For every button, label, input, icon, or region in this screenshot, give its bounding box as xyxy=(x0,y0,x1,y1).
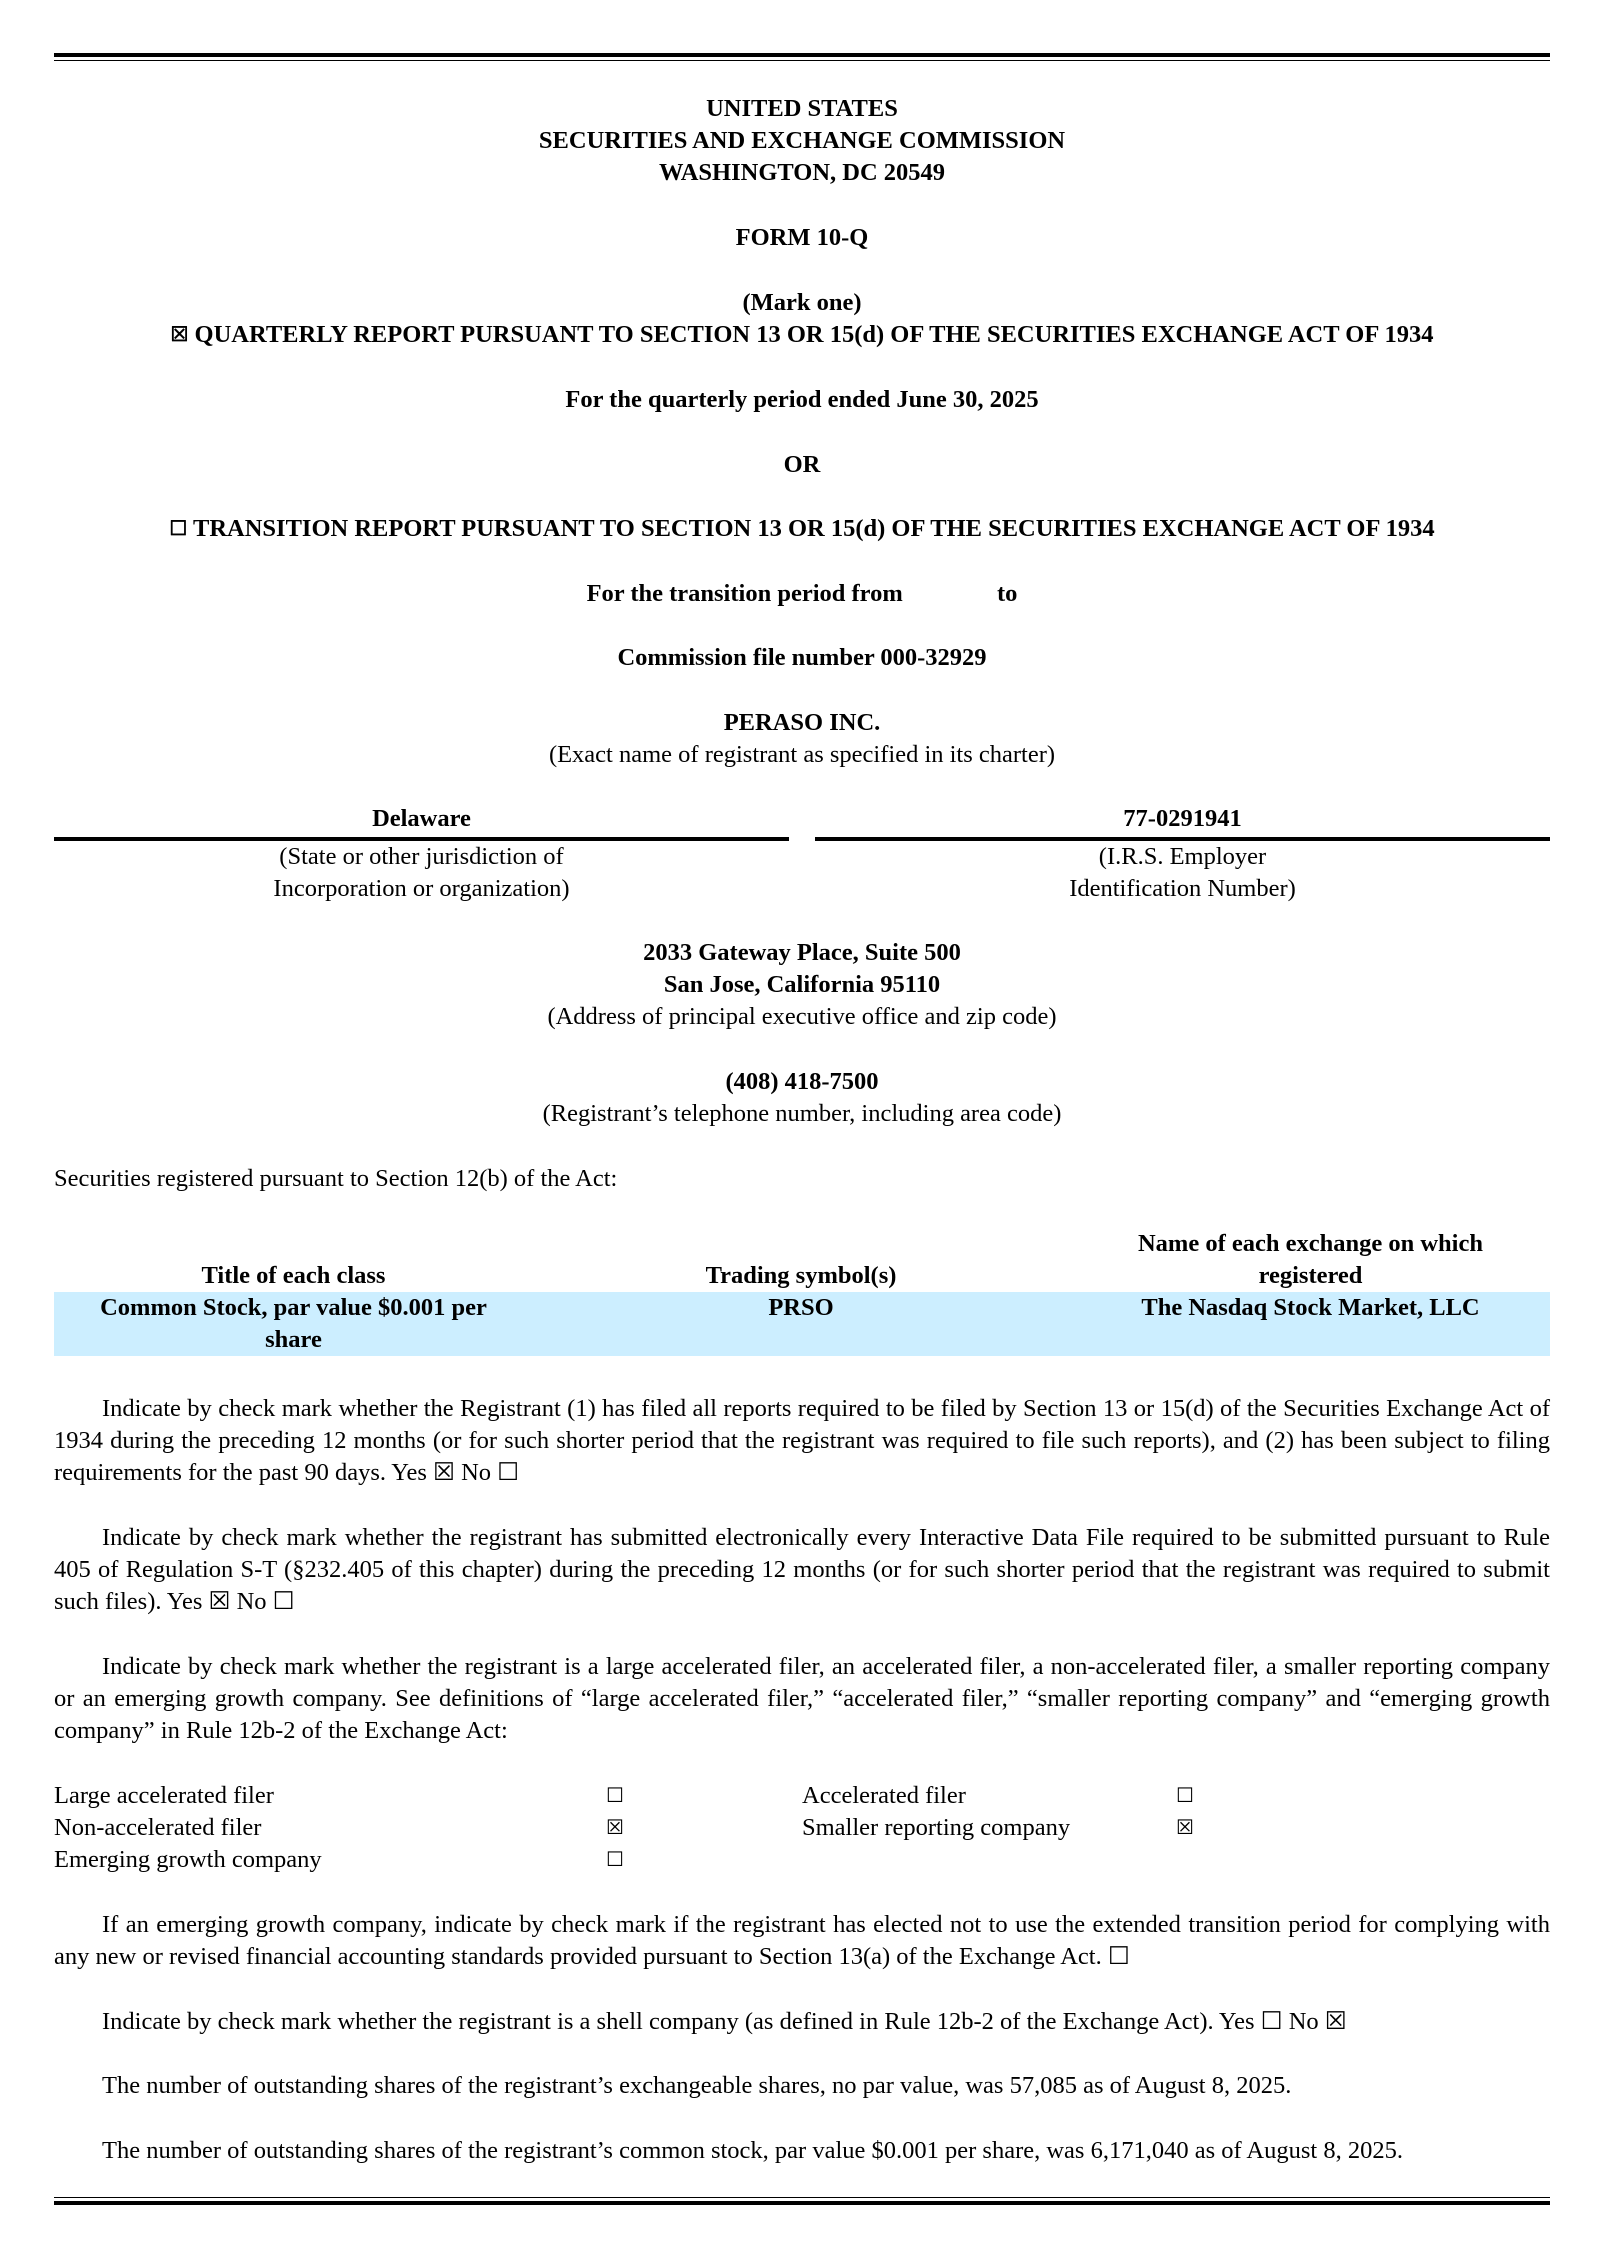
filer-smaller-reporting-checkbox[interactable]: ☒ xyxy=(1176,1817,1194,1839)
header-trading-symbol-text: Trading symbol(s) xyxy=(705,1262,897,1289)
header-trading-symbol xyxy=(561,1260,1041,1292)
or-label: OR xyxy=(783,451,821,478)
transition-report-text: TRANSITION REPORT PURSUANT TO SECTION 13 OR 15(d) OF THE SECURITIES EXCHANGE ACT OF 1934 xyxy=(192,515,1435,542)
cell-class-title-line-1: Common Stock, par value $0.001 per xyxy=(100,1294,487,1321)
paragraph-common-stock-shares-text: The number of outstanding shares of the registrant’s common stock, par value $0.001 per share, was 6,171,040 as of August 8, 2025. xyxy=(102,2137,1403,2164)
quarterly-checkbox[interactable]: ☒ xyxy=(170,324,189,346)
cell-exchange: The Nasdaq Stock Market, LLC xyxy=(1141,1294,1480,1321)
header-united-states: UNITED STATES xyxy=(706,95,898,122)
phone-caption: (Registrant’s telephone number, including area code) xyxy=(542,1100,1062,1127)
paragraph-interactive-data xyxy=(54,1522,1550,1618)
transition-period-line xyxy=(54,578,1550,610)
irs-number-block xyxy=(815,803,1550,905)
paragraph-filer-status xyxy=(54,1651,1550,1747)
transition-to-label: to xyxy=(997,580,1018,607)
filer-accelerated-label: Accelerated filer xyxy=(802,1782,966,1809)
header-title-of-class-text: Title of each class xyxy=(201,1262,386,1289)
quarterly-period: For the quarterly period ended June 30, 2025 xyxy=(565,386,1039,413)
paragraph-interactive-data-text: Indicate by check mark whether the registrant has submitted electronically every Interactive Data File required to be submitted pursuant to Rule 405 of Regulation S-T (§232.405 of this chapter) during the preceding 12 months (or for such shorter period that the registrant was required to submit such files). Yes ☒ No ☐ xyxy=(54,1524,1550,1615)
registrant-name-caption: (Exact name of registrant as specified in its charter) xyxy=(548,741,1056,768)
filer-smaller-reporting-label: Smaller reporting company xyxy=(802,1814,1071,1841)
header-exchange-line-2: registered xyxy=(1258,1262,1363,1289)
quarterly-report-text: QUARTERLY REPORT PURSUANT TO SECTION 13 OR 15(d) OF THE SECURITIES EXCHANGE ACT OF 1934 xyxy=(194,321,1434,348)
transition-checkbox[interactable]: ☐ xyxy=(169,518,188,540)
paragraph-reports-filed-text: Indicate by check mark whether the Registrant (1) has filed all reports required to be filed by Section 13 or 15(d) of the Securities Exchange Act of 1934 during the preceding 12 months (or for such shorter period that the registrant was required to file such reports), and (2) has been subject to filing requirements for the past 90 days. Yes ☒ No ☐ xyxy=(54,1395,1550,1486)
irs-value: 77-0291941 xyxy=(815,803,1550,841)
header-sec: SECURITIES AND EXCHANGE COMMISSION xyxy=(538,127,1066,154)
state-caption-line-1: (State or other jurisdiction of xyxy=(279,843,564,870)
filer-non-accelerated-checkbox[interactable]: ☒ xyxy=(606,1817,624,1839)
address-caption: (Address of principal executive office and zip code) xyxy=(547,1003,1057,1030)
header-exchange-name xyxy=(1071,1228,1550,1292)
paragraph-shell-company-text: Indicate by check mark whether the registrant is a shell company (as defined in Rule 12b-2 of the Exchange Act). Yes ☐ No ☒ xyxy=(102,2008,1347,2035)
transition-from-label: For the transition period from xyxy=(586,580,903,607)
state-of-incorporation-block xyxy=(54,803,789,905)
paragraph-emerging-growth xyxy=(54,1909,1550,1973)
address-line-1: 2033 Gateway Place, Suite 500 xyxy=(643,939,961,966)
header-washington: WASHINGTON, DC 20549 xyxy=(658,159,946,186)
paragraph-emerging-growth-text: If an emerging growth company, indicate by check mark if the registrant has elected not to use the extended transition period for complying with any new or revised financial accounting standards provided pursuant to Section 13(a) of the Exchange Act. ☐ xyxy=(54,1911,1550,1970)
filer-non-accelerated-label: Non-accelerated filer xyxy=(54,1814,262,1841)
header-exchange-line-1: Name of each exchange on which xyxy=(1137,1230,1483,1257)
paragraph-shell-company xyxy=(54,2006,1550,2038)
paragraph-filer-status-text: Indicate by check mark whether the registrant is a large accelerated filer, an accelerated filer, a non-accelerated filer, a smaller reporting company or an emerging growth company. See definitions of “large accelerated filer,” “accelerated filer,” “smaller reporting company” and “emerging growth company” in Rule 12b-2 of the Exchange Act: xyxy=(54,1653,1550,1744)
paragraph-exchangeable-shares xyxy=(54,2070,1550,2102)
irs-caption-line-2: Identification Number) xyxy=(1069,875,1296,902)
filer-large-accelerated-checkbox[interactable]: ☐ xyxy=(606,1785,624,1807)
commission-file-number: Commission file number 000-32929 xyxy=(617,644,987,671)
table-row xyxy=(54,1292,1550,1356)
irs-caption-line-1: (I.R.S. Employer xyxy=(1098,843,1267,870)
transition-report-line xyxy=(54,513,1550,546)
state-caption-line-2: Incorporation or organization) xyxy=(273,875,570,902)
header-title-of-class xyxy=(54,1260,533,1292)
cell-class-title xyxy=(54,1292,533,1356)
cell-trading-symbol: PRSO xyxy=(768,1294,834,1321)
cell-class-title-line-2: share xyxy=(265,1326,322,1353)
form-title: FORM 10-Q xyxy=(735,224,869,251)
filer-emerging-growth-checkbox[interactable]: ☐ xyxy=(606,1849,624,1871)
state-value: Delaware xyxy=(54,803,789,841)
paragraph-exchangeable-shares-text: The number of outstanding shares of the registrant’s exchangeable shares, no par value, was 57,085 as of August 8, 2025. xyxy=(102,2072,1292,2099)
filer-emerging-growth-label: Emerging growth company xyxy=(54,1846,322,1873)
paragraph-common-stock-shares xyxy=(54,2135,1550,2167)
filer-accelerated-checkbox[interactable]: ☐ xyxy=(1176,1785,1194,1807)
filer-large-accelerated-label: Large accelerated filer xyxy=(54,1782,274,1809)
phone-number: (408) 418-7500 xyxy=(725,1068,879,1095)
address-line-2: San Jose, California 95110 xyxy=(663,971,941,998)
bottom-double-rule xyxy=(54,2197,1550,2205)
quarterly-report-line xyxy=(54,319,1550,352)
top-double-rule xyxy=(54,53,1550,61)
registrant-name: PERASO INC. xyxy=(723,709,881,736)
mark-one-label: (Mark one) xyxy=(742,289,862,316)
securities-intro: Securities registered pursuant to Section 12(b) of the Act: xyxy=(54,1165,618,1192)
paragraph-reports-filed xyxy=(54,1393,1550,1489)
